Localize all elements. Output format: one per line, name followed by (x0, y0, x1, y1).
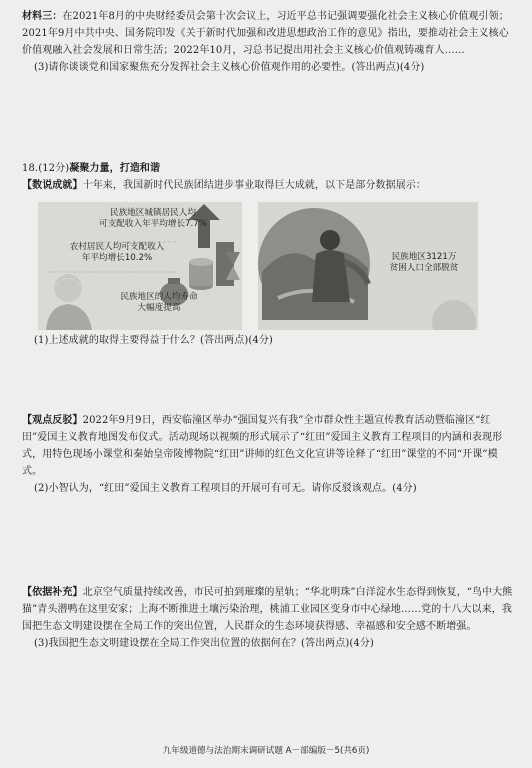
urban-income-stat (78, 208, 228, 230)
basis-text: 北京空气质量持续改善，市民可拍到璀璨的星轨；“华北明珠”白洋淀水生态得到恢复，“鸟中大熊猫”青头潜鸭在这里安家；上海不断推进土壤污染治理，桃浦工业园区变身市中心绿地……党的十八大以来，我国把生态文明建设摆在全局工作的突出位置，人民群众的生态环境获得感、幸福感和安全感不断增强。 (22, 587, 513, 632)
poverty-line1: 民族地区3121万 (391, 252, 457, 262)
question-18-topic: 凝聚力量，打造和谐 (69, 163, 161, 174)
elderly-person-icon (54, 274, 82, 302)
rebuttal-label: 【观点反驳】 (22, 415, 83, 426)
basis-block (22, 584, 514, 652)
rural-income-line1: 农村居民人均可支配收入 (69, 242, 165, 252)
data-achievement-label: 【数说成就】 (22, 180, 83, 191)
material-three-text: 在2021年8月的中央财经委员会第十次会议上，习近平总书记强调要强化社会主义核心价值观引领；2021年9月中共中央、国务院印发《关于新时代加强和改进思想政治工作的意见》指出，要推动社会主义核心价值观融入社会发展和日常生活；2022年10月，习总书记提出用社会主义核心价值观铸魂育人…… (22, 11, 509, 56)
poverty-line2: 贫困人口全部脱贫 (389, 263, 459, 273)
rebuttal-text: 2022年9月9日，西安临潼区举办“强国复兴有我”全市群众性主题宣传教育活动暨临潼区“红田”爱国主义教育地图发布仪式。活动现场以视频的形式展示了“红田”爱国主义教育工程项目的内涵和表现形式，用特色现场小课堂和秦始皇帝陵博物院“红田”讲师的红色文化宣讲等诠释了“红田”课堂的不同“开课”模式。 (22, 415, 503, 477)
urban-income-line1: 民族地区城镇居民人均 (110, 208, 196, 218)
life-expectancy-line2: 大幅度提高 (137, 303, 181, 313)
page-footer: 九年级道德与法治期末调研试题 A－部编版－5(共6页) (162, 746, 370, 756)
rebuttal-block (22, 412, 514, 497)
question-18-1-block (22, 332, 514, 349)
question-18-number: 18.(12分) (22, 163, 70, 174)
question-18-header (22, 160, 514, 194)
income-stats-panel (38, 202, 242, 330)
life-expectancy-line1: 民族地区的人均寿命 (120, 292, 198, 302)
basis-label: 【依据补充】 (22, 587, 83, 598)
data-achievement-paragraph (22, 177, 514, 194)
question-18-title (22, 160, 514, 177)
data-achievement-text: 十年来，我国新时代民族团结进步事业取得巨大成就，以下是部分数据展示： (82, 180, 427, 191)
achievement-figures (38, 202, 478, 330)
person-figure-icon (320, 230, 340, 250)
rural-income-line2: 年平均增长10.2% (81, 253, 153, 263)
basis-paragraph (22, 584, 514, 635)
poverty-alleviation-stat (374, 252, 474, 274)
material-three-label: 材料三： (22, 11, 63, 22)
life-expectancy-stat (94, 292, 224, 314)
urban-income-line2: 可支配收入年平均增长7.7% (99, 219, 207, 229)
rebuttal-paragraph (22, 412, 514, 480)
question-18-3-prompt: (3)我国把生态文明建设摆在全局工作突出位置的依据何在？(答出两点)(4分) (34, 638, 374, 649)
question-3-prompt: (3)请你谈谈党和国家聚焦充分发挥社会主义核心价值观作用的必要性。(答出两点)(4分) (34, 62, 425, 73)
material-three-paragraph (22, 8, 514, 59)
material-three-block (22, 8, 514, 76)
poverty-stats-panel (258, 202, 478, 330)
rural-income-stat (42, 242, 192, 264)
question-18-2-prompt: (2)小智认为，“红田”爱国主义教育工程项目的开展可有可无。请你反驳该观点。(4分) (34, 483, 417, 494)
question-18-1-prompt: (1)上述成就的取得主要得益于什么？(答出两点)(4分) (34, 335, 273, 346)
